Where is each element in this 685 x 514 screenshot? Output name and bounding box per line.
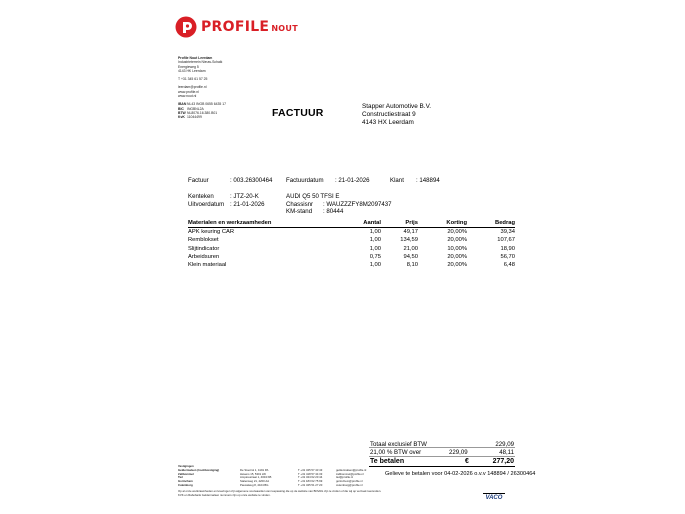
- company-email: leerdam@profile.nl: [178, 85, 207, 90]
- vaco-badge: VACO: [483, 493, 505, 502]
- brand-name-main: PROFILE: [201, 19, 270, 35]
- row-quantity: 0,75: [369, 254, 381, 261]
- btw-row: [369, 448, 515, 456]
- table-row: [188, 245, 515, 253]
- chassis-value: : WAUZZZFY8M2097437: [323, 200, 392, 208]
- footer-row: Tiel Ampèrestraat 1, 4004 KB T +31 344 62 20 44 tiel@profile.nl: [178, 475, 353, 480]
- footer-row: Zaltbommel Havens 15, 5301 LW T +31 418 57 44 33 zaltbommel@profile.nl: [178, 471, 364, 476]
- klant-label: Klant: [390, 177, 404, 184]
- company-phone: T +31 345 61 57 25: [178, 77, 208, 82]
- row-quantity: 1,00: [369, 237, 381, 244]
- total-excl-value: 229,09: [495, 441, 514, 448]
- header-amount: Bedrag: [495, 220, 515, 226]
- row-description: Arbeidsuren: [188, 254, 220, 261]
- customer-street: Constructiestraat 9: [362, 111, 416, 119]
- payment-note: Gelieve te betalen voor 04-02-2026 o.v.v 148894 / 26300464: [385, 471, 536, 477]
- customer-name: Stapper Automotive B.V.: [362, 103, 432, 110]
- company-info: [178, 56, 226, 120]
- company-name: Profile Nout Leerdam: [178, 56, 213, 60]
- company-web2: www.nout.nl: [178, 94, 197, 99]
- row-description: Klein materiaal: [188, 262, 227, 269]
- company-line2: Energieweg 5: [178, 64, 199, 69]
- brand-name: [201, 19, 298, 35]
- total-due-label: Te betalen: [370, 457, 405, 465]
- items-table: [188, 220, 515, 269]
- row-quantity: 1,00: [369, 229, 381, 236]
- footer-note-2: KVK en Rabobank Geldermalsen nummers zijn op onze website te vinden.: [178, 492, 271, 497]
- chassis-label: Chassisnr: [286, 200, 314, 208]
- table-row: [188, 236, 515, 244]
- btw-value: 48,11: [499, 449, 514, 457]
- km-label: KM-stand: [286, 208, 313, 215]
- company-logo: [175, 16, 298, 38]
- row-price: 134,59: [400, 237, 418, 244]
- factuur-value: : 003.26300464: [230, 177, 273, 184]
- vehicle-model: AUDI Q5 50 TFSI E: [286, 193, 340, 200]
- row-description: APK keuring CAR: [188, 229, 235, 236]
- factuur-label: Factuur: [188, 177, 209, 184]
- uitvoerdatum-label: Uitvoerdatum: [188, 200, 225, 208]
- customer-city: 4143 HX Leerdam: [362, 119, 414, 127]
- document-title: FACTUUR: [272, 107, 324, 119]
- row-price: 49,17: [403, 229, 418, 236]
- total-excl-row: [369, 440, 515, 448]
- row-description: Slijtindicator: [188, 245, 220, 252]
- total-due-value: 277,20: [492, 457, 514, 465]
- footer-row: Gorinchem Stalenweg 21, 4200 AA T +31 183 62 75 99 gorinchem@profile.nl: [178, 479, 363, 484]
- row-price: 21,00: [403, 245, 418, 252]
- total-excl-label: Totaal exclusief BTW: [370, 441, 427, 448]
- company-line1: Industrieterrein Nieuw-Schaik: [178, 60, 223, 65]
- row-discount: 20,00%: [447, 229, 467, 236]
- footer-note-1: Op al onze werkzaamheden en leveringen zijn algemene voorwaarden van toepassing die op de website van BOVAG zijn te vinden of die wij op verzoek toezenden.: [178, 488, 382, 493]
- klant-value: : 148894: [416, 177, 440, 184]
- footer-heading: Vestigingen: [178, 464, 194, 468]
- km-value: : 80444: [323, 208, 344, 215]
- company-line3: 4143 HK Leerdam: [178, 68, 206, 73]
- table-row: [188, 228, 515, 236]
- row-price: 94,50: [403, 254, 418, 261]
- customer-address: [362, 103, 431, 128]
- row-discount: 20,00%: [447, 262, 467, 269]
- totals-block: [369, 440, 515, 467]
- company-iban: IBANNL43 INGB 0655 6435 17: [178, 102, 227, 107]
- footer-locations: [178, 465, 498, 497]
- header-description: Materialen en werkzaamheden: [188, 220, 272, 226]
- company-bic: BIC INGBNL2A: [178, 106, 204, 111]
- header-discount: Korting: [446, 220, 467, 226]
- row-quantity: 1,00: [369, 245, 381, 252]
- btw-base: 229,09: [449, 449, 468, 457]
- row-discount: 20,00%: [447, 254, 467, 261]
- company-btw: BTWNL8076.16.380.B01: [178, 110, 218, 115]
- row-price: 8,10: [406, 262, 418, 269]
- currency-symbol: €: [465, 457, 469, 465]
- company-kvk: KvK 11044499: [178, 115, 202, 120]
- footer-row: Geldermalsen (hoofdvestiging) De Stootrol 1, 4191 PA T +31 345 57 43 43 geldermalsen@profile.nl: [178, 467, 367, 472]
- brand-name-sub: NOUT: [271, 24, 298, 33]
- row-amount: 56,70: [500, 254, 515, 261]
- row-amount: 6,48: [503, 262, 515, 269]
- row-amount: 39,34: [500, 229, 515, 236]
- uitvoerdatum-value: : 21-01-2026: [230, 200, 265, 208]
- header-price: Prijs: [405, 220, 418, 226]
- header-quantity: Aantal: [363, 220, 381, 226]
- table-row: [188, 253, 515, 261]
- row-description: Remblokset: [188, 237, 219, 244]
- row-discount: 20,00%: [447, 237, 467, 244]
- kenteken-label: Kenteken: [188, 193, 214, 200]
- table-row: [188, 261, 515, 269]
- row-amount: 107,67: [497, 237, 515, 244]
- kenteken-value: : JTZ-20-K: [230, 193, 259, 200]
- items-table-header: [188, 220, 515, 228]
- btw-label: 21,00 % BTW over: [370, 449, 422, 457]
- row-discount: 10,00%: [447, 245, 467, 252]
- row-quantity: 1,00: [369, 262, 381, 269]
- factuurdatum-value: : 21-01-2026: [335, 177, 370, 184]
- company-web: www.profile.nl: [178, 89, 199, 94]
- row-amount: 18,90: [500, 245, 515, 252]
- factuurdatum-label: Factuurdatum: [286, 177, 324, 184]
- footer-row: Culemborg Pascalweg 8, 4104 BG T +31 345 51 27 20 culemborg@profile.nl: [178, 482, 363, 487]
- profile-logo-icon: [175, 16, 197, 38]
